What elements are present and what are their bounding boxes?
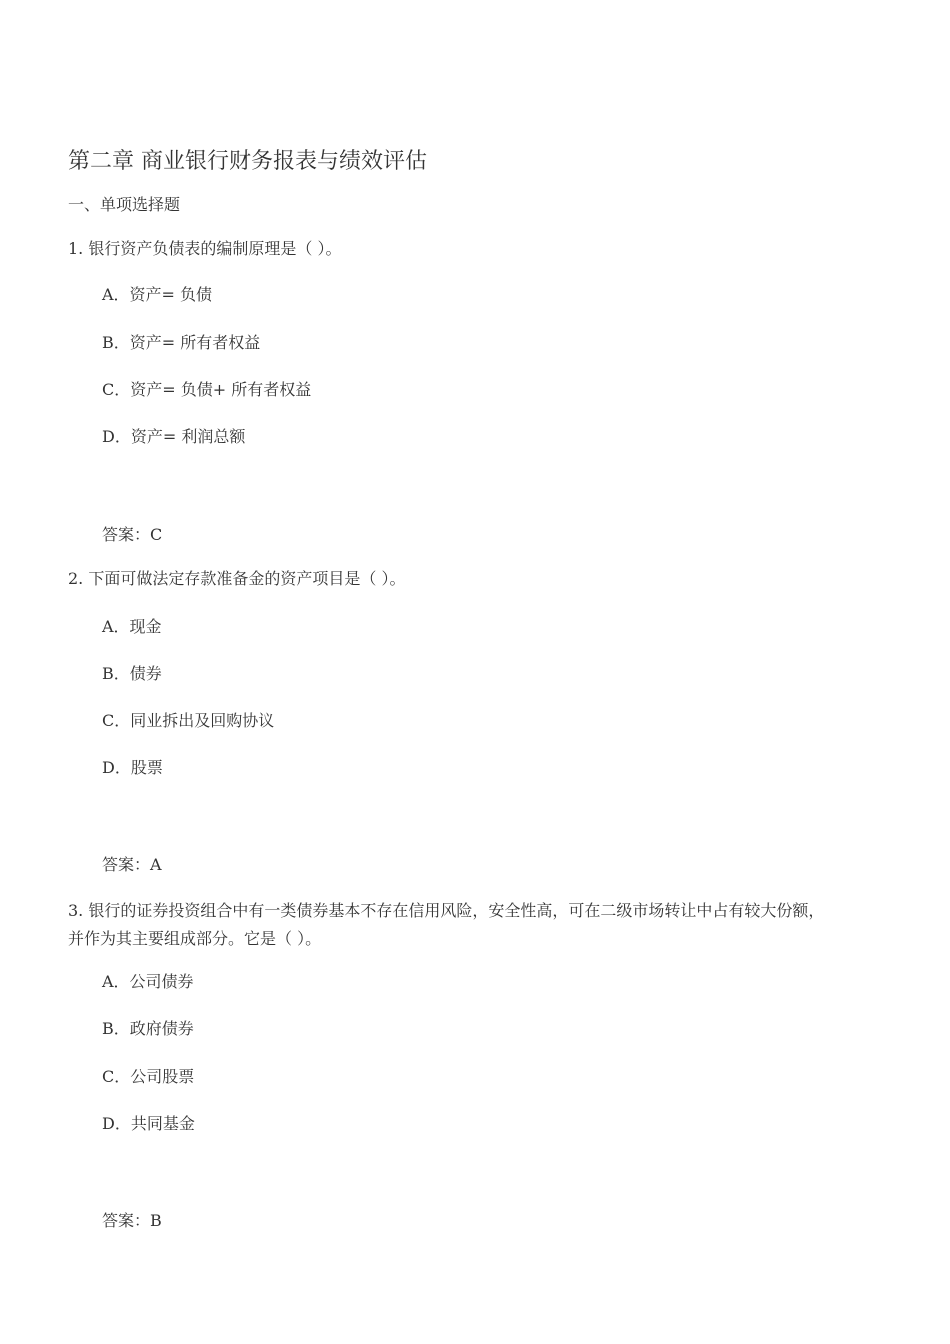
question-3-stem-line-1: 3. 银行的证券投资组合中有一类债券基本不存在信用风险，安全性高，可在二级市场转让中占有较大份额， — [68, 901, 825, 920]
section-heading: 一、单项选择题 — [68, 195, 181, 214]
question-1-option-b: B．资产= 所有者权益 — [102, 333, 261, 352]
question-1-option-d: D．资产= 利润总额 — [102, 427, 246, 446]
question-2-option-a: A．现金 — [102, 617, 162, 636]
question-1-option-a: A．资产= 负债 — [102, 285, 213, 304]
question-2-option-b: B．债券 — [102, 664, 162, 683]
question-3-option-c: C．公司股票 — [102, 1067, 195, 1086]
question-2-stem: 2. 下面可做法定存款准备金的资产项目是（ ）。 — [68, 569, 406, 588]
question-3-stem-line-2: 并作为其主要组成部分。它是（ ）。 — [68, 929, 322, 948]
question-3-option-a: A．公司债券 — [102, 972, 194, 991]
question-3-option-b: B．政府债券 — [102, 1019, 194, 1038]
question-1-stem: 1. 银行资产负债表的编制原理是（ ）。 — [68, 239, 342, 258]
question-2-option-d: D．股票 — [102, 758, 163, 777]
question-3-option-d: D．共同基金 — [102, 1114, 195, 1133]
question-2-answer: 答案：A — [102, 855, 162, 874]
question-2-option-c: C．同业拆出及回购协议 — [102, 711, 275, 730]
question-1-answer: 答案：C — [102, 525, 163, 544]
chapter-title: 第二章 商业银行财务报表与绩效评估 — [68, 149, 427, 174]
question-3-answer: 答案：B — [102, 1211, 162, 1230]
question-1-option-c: C．资产= 负债+ 所有者权益 — [102, 380, 312, 399]
